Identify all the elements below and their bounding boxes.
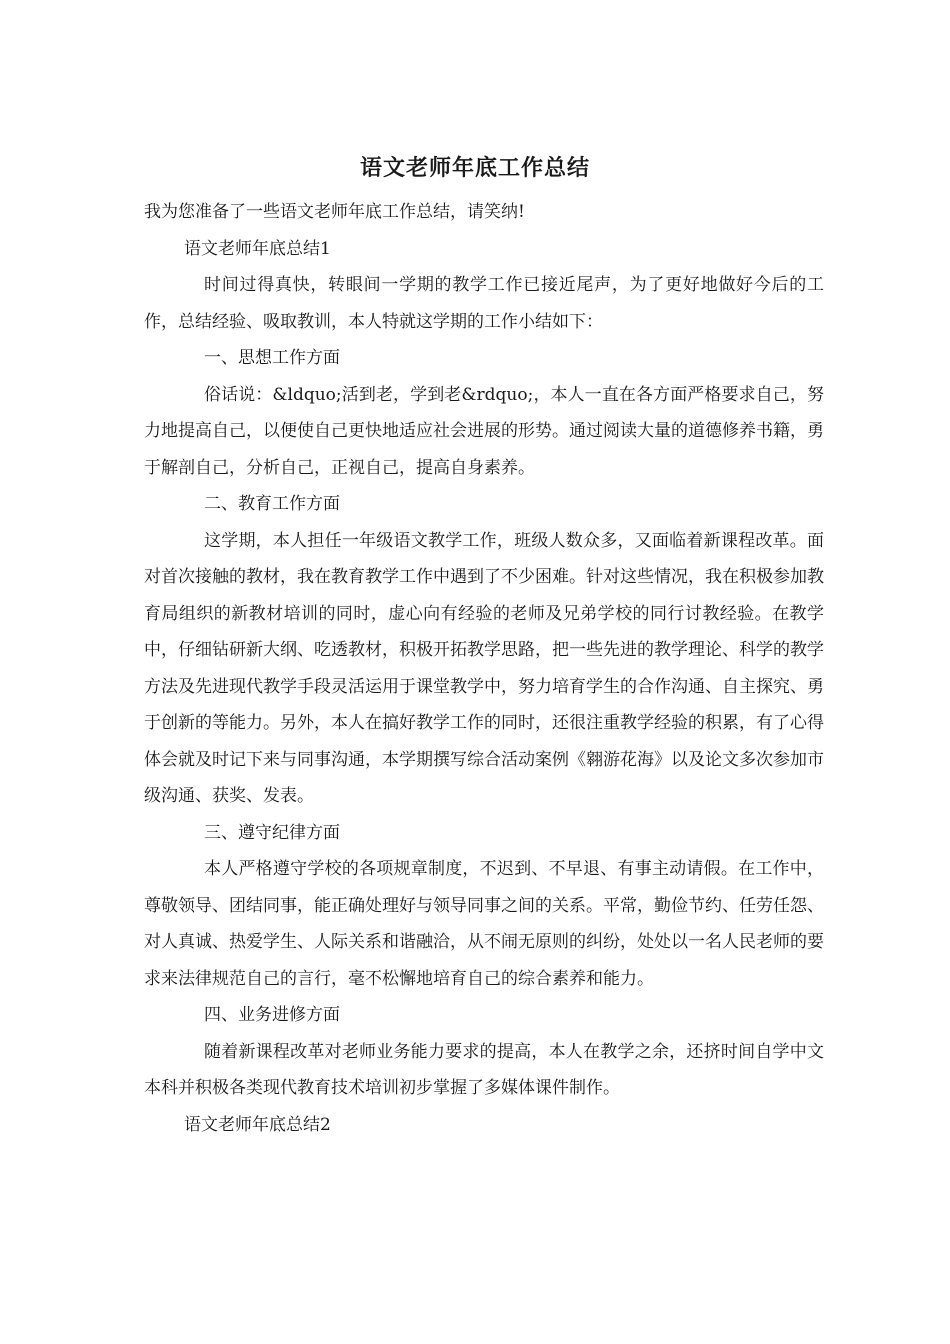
subsection-heading: 二、教育工作方面 [204, 494, 340, 514]
body-paragraph: 这学期，本人担任一年级语文教学工作，班级人数众多，又面临着新课程改革。面对首次接触的教材，我在教育教学工作中遇到了不少困难。针对这些情况，我在积极参加教育局组织的新教材培训的同时，虚心向有经验的老师及兄弟学校的同行讨教经验。在教学中，仔细钻研新大纲、吃透教材，积极开拓教学思路，把一些先进的教学理论、科学的教学方法及先进现代教学手段灵活运用于课堂教学中，努力培育学生的合作沟通、自主探究、勇于创新的等能力。另外，本人在搞好教学工作的同时，还很注重教学经验的积累，有了心得体会就及时记下来与同事沟通，本学期撰写综合活动案例《翱游花海》以及论文多次参加市级沟通、获奖、发表。 [144, 530, 824, 806]
subsection-heading: 四、业务进修方面 [204, 1005, 340, 1025]
intro-paragraph: 我为您准备了一些语文老师年底工作总结，请笑纳! [144, 202, 525, 222]
page-title: 语文老师年底工作总结 [359, 155, 590, 181]
body-paragraph: 时间过得真快，转眼间一学期的教学工作已接近尾声，为了更好地做好今后的工作，总结经验、吸取教训，本人特就这学期的工作小结如下： [144, 275, 824, 332]
body-paragraph: 俗话说：&ldquo;活到老，学到老&rdquo;，本人一直在各方面严格要求自己，努力地提高自己，以便使自己更快地适应社会进展的形势。通过阅读大量的道德修养书籍，勇于解剖自己，分析自己，正视自己，提高自身素养。 [144, 384, 824, 478]
body-paragraph: 随着新课程改革对老师业务能力要求的提高，本人在教学之余，还挤时间自学中文本科并积极各类现代教育技术培训初步掌握了多媒体课件制作。 [144, 1041, 824, 1098]
body-paragraph: 本人严格遵守学校的各项规章制度，不迟到、不早退、有事主动请假。在工作中，尊敬领导、团结同事，能正确处理好与领导同事之间的关系。平常，勤俭节约、任劳任怨、对人真诚、热爱学生、人际关系和谐融洽，从不闹无原则的纠纷，处处以一名人民老师的要求来法律规范自己的言行，毫不松懈地培育自己的综合素养和能力。 [144, 859, 824, 989]
document-body [144, 194, 824, 1143]
subsection-heading: 一、思想工作方面 [204, 348, 340, 368]
subsection-heading: 三、遵守纪律方面 [204, 822, 340, 843]
section-heading: 语文老师年底总结2 [184, 1114, 331, 1135]
section-heading: 语文老师年底总结1 [184, 238, 331, 259]
